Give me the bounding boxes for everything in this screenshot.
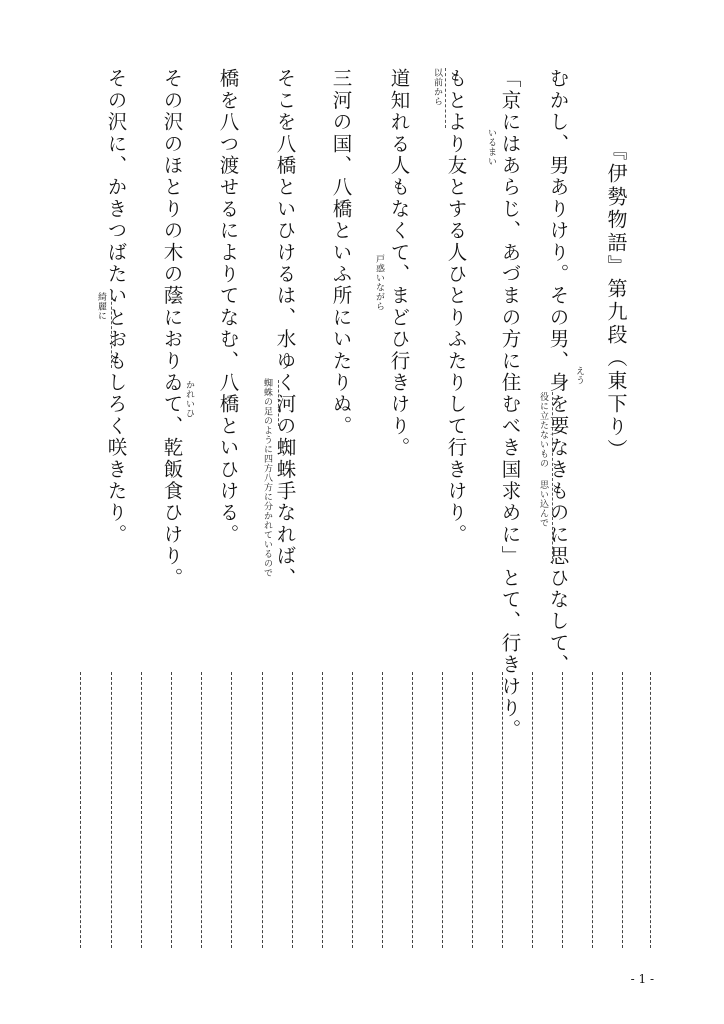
writing-line (201, 672, 202, 948)
gloss-omoinashite: 思い込んで (538, 480, 548, 528)
page-title: 『伊勢物語』第九段（東下り） (604, 140, 628, 462)
writing-line (80, 672, 81, 948)
gloss-madohi: 戸惑いながら (374, 254, 384, 311)
gloss-underline-kumode (278, 380, 279, 426)
writing-line (262, 672, 263, 948)
text-line-7: 橋を八つ渡せるによりてなむ、八橋といひける。 (216, 68, 240, 546)
writing-line (352, 672, 353, 948)
gloss-yonaki: 役に立たないもの (538, 392, 548, 468)
gloss-omoshiroku: 綺麗に (96, 292, 106, 321)
writing-line (502, 672, 503, 948)
writing-line (592, 672, 593, 948)
gloss-underline-omoinashite (552, 478, 553, 564)
writing-line (141, 672, 142, 948)
writing-line (472, 672, 473, 948)
ruby-you: えう (574, 366, 584, 385)
text-line-5: 三河の国、八橋といふ所にいたりぬ。 (329, 68, 353, 437)
gloss-kumode: 蜘蛛の足のように四方八方に分かれているので (262, 378, 272, 578)
text-line-6: そこを八橋といひけるは、水ゆく河の蜘蛛手なれば、 (273, 68, 297, 589)
text-line-9: その沢に、かきつばたいとおもしろく咲きたり。 (104, 68, 128, 546)
gloss-motoyori: 以前から (432, 68, 442, 106)
ruby-kareihi: かれいひ (184, 380, 194, 418)
gloss-araji: いるまい (486, 128, 496, 166)
writing-line (650, 672, 651, 948)
writing-line (322, 672, 323, 948)
writing-line (382, 672, 383, 948)
text-line-8: その沢のほとりの木の蔭におりゐて、乾飯食ひけり。 (160, 68, 184, 589)
writing-line (171, 672, 172, 948)
gloss-underline-omoshiroku (111, 292, 112, 368)
page-number: - 1 - (630, 972, 654, 986)
writing-line (292, 672, 293, 948)
writing-line (111, 672, 112, 948)
writing-line (562, 672, 563, 948)
gloss-underline-yonaki (552, 392, 553, 476)
writing-line (442, 672, 443, 948)
writing-line (412, 672, 413, 948)
text-line-3: もとより友とする人ひとりふたりして行きけり。 (444, 68, 468, 546)
writing-line (622, 672, 623, 948)
text-line-4: 道知れる人もなくて、まどひ行きけり。 (387, 68, 411, 459)
writing-line (532, 672, 533, 948)
gloss-underline-motoyori (445, 68, 446, 128)
text-line-1: むかし、男ありけり。その男、身を要なきものに思ひなして、 (546, 68, 570, 676)
writing-line (231, 672, 232, 948)
text-line-2: 「京にはあらじ、あづまの方に住むべき国求めに」とて、行きけり。 (498, 68, 522, 741)
